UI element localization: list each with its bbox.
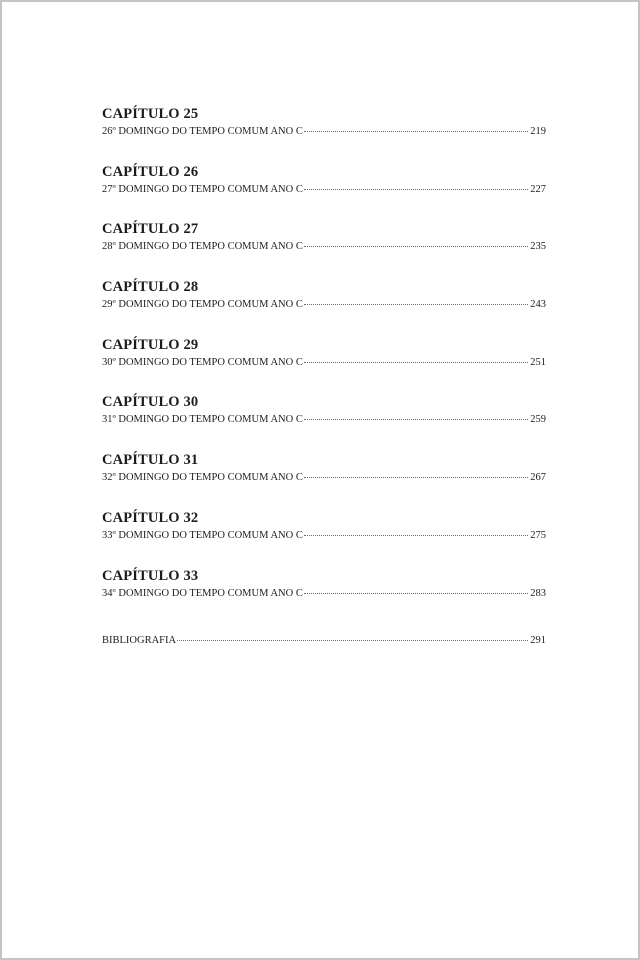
chapter-title: CAPÍTULO 28 [102, 279, 199, 296]
entry-page-number: 259 [530, 414, 546, 426]
entry-page-number: 275 [530, 529, 546, 541]
toc-chapter-31 [102, 451, 546, 509]
entry-page-number: 235 [530, 241, 546, 253]
toc-entry [102, 527, 546, 541]
dot-leader [304, 236, 528, 247]
dot-leader [304, 467, 528, 478]
entry-label: 31º DOMINGO DO TEMPO COMUM ANO C [102, 414, 303, 426]
entry-page-number: 251 [530, 356, 546, 368]
entry-label: 27º DOMINGO DO TEMPO COMUM ANO C [102, 183, 303, 195]
chapter-title: CAPÍTULO 30 [102, 394, 199, 411]
dot-leader [304, 583, 528, 594]
toc-chapter-33 [102, 567, 546, 625]
toc-chapter-27 [102, 220, 546, 278]
entry-label: 29º DOMINGO DO TEMPO COMUM ANO C [102, 299, 303, 311]
chapter-title: CAPÍTULO 32 [102, 509, 199, 526]
toc-entry [102, 411, 546, 425]
chapter-title: CAPÍTULO 25 [102, 106, 199, 122]
chapter-title: CAPÍTULO 29 [102, 336, 199, 353]
chapter-title: CAPÍTULO 31 [102, 452, 199, 469]
dot-leader [304, 409, 528, 420]
entry-page-number: 267 [530, 472, 546, 484]
toc-chapter-32 [102, 509, 546, 567]
entry-page-number: 219 [530, 126, 546, 137]
entry-label: 28º DOMINGO DO TEMPO COMUM ANO C [102, 241, 303, 253]
dot-leader [304, 525, 528, 536]
toc-entry [102, 354, 546, 368]
toc-chapter-25 [102, 105, 546, 163]
bibliography-label: BIBLIOGRAFIA [102, 635, 177, 647]
dot-leader [304, 294, 528, 305]
chapter-title: CAPÍTULO 33 [102, 567, 199, 584]
entry-label: 34º DOMINGO DO TEMPO COMUM ANO C [102, 587, 303, 599]
entry-label: 26º DOMINGO DO TEMPO COMUM ANO C [102, 126, 303, 137]
entry-page-number: 243 [530, 299, 546, 311]
entry-page-number: 227 [530, 183, 546, 195]
toc-chapter-28 [102, 278, 546, 336]
toc-entry [102, 181, 546, 195]
toc-chapter-26 [102, 163, 546, 221]
toc-entry [102, 238, 546, 252]
entry-label: 30º DOMINGO DO TEMPO COMUM ANO C [102, 356, 303, 368]
toc-chapter-30 [102, 393, 546, 451]
dot-leader [304, 352, 528, 363]
toc-entry [102, 585, 546, 599]
dot-leader [304, 121, 528, 132]
toc-entry [102, 123, 546, 137]
entry-label: 33º DOMINGO DO TEMPO COMUM ANO C [102, 529, 303, 541]
toc-bibliography [102, 632, 546, 646]
table-of-contents [102, 105, 546, 646]
toc-chapter-29 [102, 336, 546, 394]
chapter-title: CAPÍTULO 27 [102, 221, 199, 238]
chapter-title: CAPÍTULO 26 [102, 163, 199, 180]
toc-entry [102, 469, 546, 483]
toc-entry [102, 296, 546, 310]
bibliography-page-number: 291 [530, 635, 546, 647]
dot-leader [177, 630, 528, 641]
entry-label: 32º DOMINGO DO TEMPO COMUM ANO C [102, 472, 303, 484]
entry-page-number: 283 [530, 587, 546, 599]
dot-leader [304, 179, 528, 190]
